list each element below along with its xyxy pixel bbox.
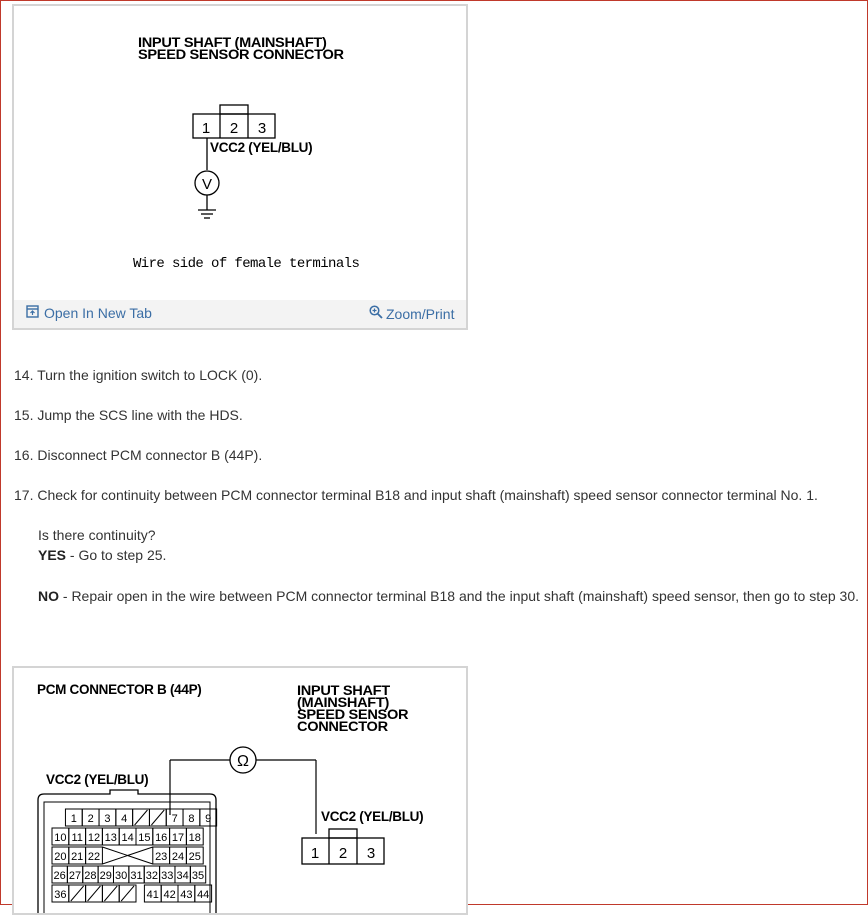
step-number: 15. [14,407,34,423]
pcm-terminal-number: 42 [163,889,176,901]
pcm-terminal-number: 23 [155,851,168,863]
pcm-terminal-number: 16 [155,832,168,844]
pcm-terminal-number: 41 [146,889,159,901]
step-number: 16. [14,447,34,463]
pcm-terminal-unused [121,886,134,901]
yes-text: - Go to step 25. [66,547,167,563]
sensor-title-line4: CONNECTOR [297,719,388,734]
terminal-2: 2 [229,120,239,137]
answer-no [38,588,859,604]
pcm-terminal-number: 36 [54,889,67,901]
pcm-terminal-number: 28 [84,870,97,882]
pcm-terminal-unused [135,810,148,825]
pcm-terminal-unused [71,886,84,901]
sensor-wire-label: VCC2 (YEL/BLU) [321,809,424,824]
open-in-new-tab-label: Open In New Tab [44,305,152,321]
sensor-connector-lock-tab [329,829,357,838]
connector-lock-tab [220,105,248,114]
step-text: Jump the SCS line with the HDS. [37,407,243,423]
pcm-terminal-number: 4 [121,813,128,825]
pcm-terminal-number: 44 [197,889,210,901]
ohm-symbol: Ω [237,753,249,770]
sensor-terminal-2: 2 [338,845,348,862]
pcm-wire-label: VCC2 (YEL/BLU) [46,772,149,787]
sensor-terminal-1: 1 [310,845,320,862]
pcm-terminal-grid [52,809,217,902]
pcm-terminal-number: 21 [71,851,84,863]
voltmeter-symbol: V [201,176,213,193]
pcm-connector-title: PCM CONNECTOR B (44P) [37,682,202,697]
step-15 [14,407,243,423]
step-text: Disconnect PCM connector B (44P). [37,447,263,463]
pcm-terminal-number: 9 [205,813,212,825]
pcm-terminal-number: 15 [138,832,151,844]
pcm-terminal-number: 20 [54,851,67,863]
figure1-title-line1: INPUT SHAFT (MAINSHAFT) [138,35,327,50]
continuity-question: Is there continuity? [38,527,156,543]
pcm-terminal-number: 24 [171,851,185,863]
continuity-diagram [14,668,466,913]
pcm-terminal-number: 17 [171,832,185,844]
pcm-terminal-number: 3 [104,813,111,825]
open-in-new-tab-link[interactable] [26,305,152,321]
step-17 [14,487,818,503]
sensor-title-line2: (MAINSHAFT) [297,695,390,710]
step-text: Check for continuity between PCM connector terminal B18 and input shaft (mainshaft) speed sensor connector terminal No. 1. [37,487,818,503]
sensor-terminal-3: 3 [366,845,376,862]
figure-toolbar [14,300,466,328]
yes-label: YES [38,547,67,563]
terminal-3: 3 [257,120,267,137]
pcm-terminal-number: 29 [99,870,112,882]
no-label: NO [38,588,59,604]
sensor-title-line1: INPUT SHAFT [297,683,390,698]
pcm-terminal-number: 26 [53,870,66,882]
pcm-terminal-number: 30 [115,870,128,882]
pcm-terminal-number: 13 [104,832,117,844]
step-text: Turn the ignition switch to LOCK (0). [37,367,263,383]
zoom-icon [369,305,383,322]
step-16 [14,447,262,463]
zoom-print-label: Zoom/Print [386,305,455,322]
pcm-terminal-blocked [102,847,152,864]
pcm-terminal-number: 8 [188,813,195,825]
pcm-terminal-number: 2 [87,813,94,825]
step-14 [14,367,262,383]
pcm-terminal-number: 25 [188,851,201,863]
pcm-terminal-number: 11 [71,832,83,844]
open-new-tab-icon [26,305,39,321]
pcm-terminal-number: 7 [171,813,178,825]
pcm-terminal-number: 1 [70,813,77,825]
pcm-terminal-number: 33 [161,870,174,882]
pcm-terminal-number: 18 [188,832,201,844]
pcm-terminal-number: 27 [68,870,82,882]
pcm-terminal-unused [104,886,117,901]
step-number: 17. [14,487,34,503]
step-number: 14. [14,367,34,383]
wire-side-note: Wire side of female terminals [133,256,360,272]
terminal-1: 1 [201,120,211,137]
pcm-terminal-number: 35 [191,870,205,882]
sensor-title-line3: SPEED SENSOR [297,707,409,722]
figure-sensor-voltage-check [12,4,468,330]
wire-label-vcc2: VCC2 (YEL/BLU) [210,140,313,155]
pcm-terminal-number: 14 [121,832,134,844]
pcm-terminal-unused [88,886,101,901]
zoom-print-link[interactable] [369,305,454,322]
answer-yes [38,547,166,563]
pcm-terminal-unused [151,810,164,825]
pcm-terminal-number: 32 [145,870,159,882]
pcm-terminal-number: 43 [180,889,193,901]
figure1-title-line2: SPEED SENSOR CONNECTOR [138,47,344,62]
pcm-terminal-number: 10 [54,832,67,844]
pcm-terminal-number: 34 [176,870,189,882]
no-text: - Repair open in the wire between PCM connector terminal B18 and the input shaft (mainshaft) speed sensor, then go to step 30. [59,588,860,604]
figure-continuity-check [12,666,468,915]
pcm-terminal-number: 22 [87,851,101,863]
pcm-terminal-number: 31 [130,870,143,882]
pcm-terminal-number: 12 [87,832,101,844]
